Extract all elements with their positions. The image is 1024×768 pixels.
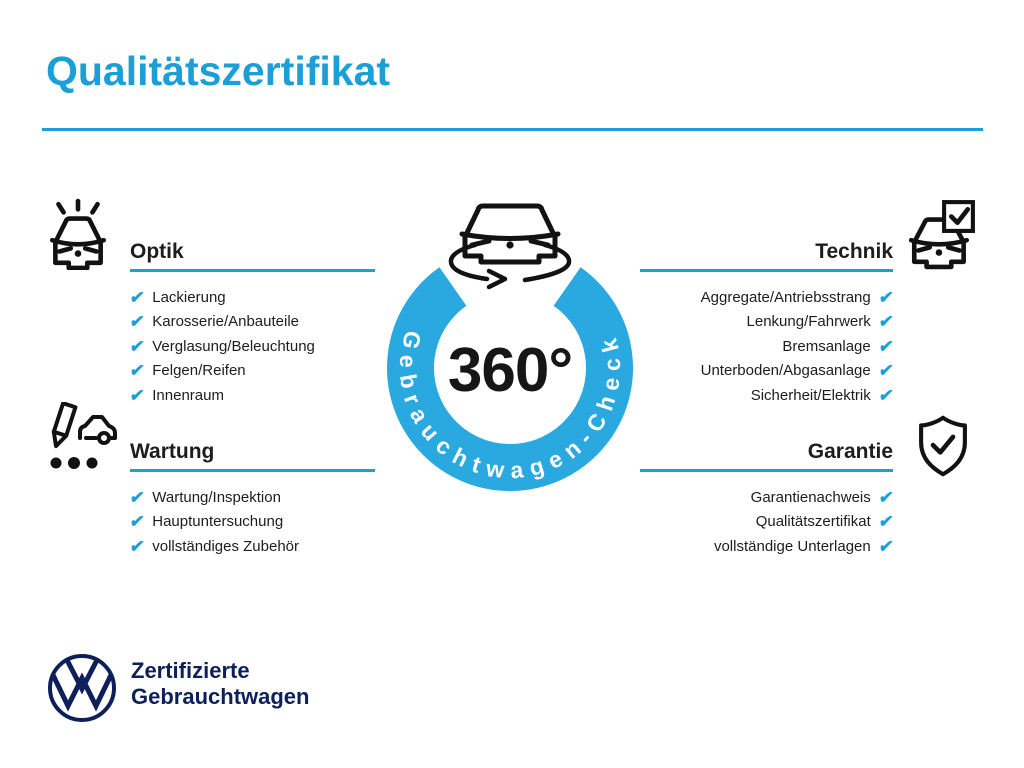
check-icon: ✔	[128, 287, 146, 307]
checklist-item	[640, 485, 893, 510]
checklist-item-label: Unterboden/Abgasanlage	[700, 362, 871, 380]
badge-value: 360°	[447, 336, 573, 405]
checklist-item	[640, 285, 893, 310]
checklist-item	[130, 510, 375, 535]
check-icon: ✔	[877, 385, 895, 405]
section-garantie	[640, 438, 893, 559]
vw-wordmark-line1: Zertifizierte	[131, 658, 250, 683]
checklist-item-label: Lackierung	[152, 288, 226, 306]
page-title: Qualitätszertifikat	[46, 48, 391, 94]
checklist-item	[130, 359, 375, 384]
vw-wordmark	[131, 658, 309, 710]
checklist-item	[640, 534, 893, 559]
check-icon: ✔	[128, 361, 146, 381]
shield-check-icon	[912, 412, 974, 480]
section-garantie-list	[640, 485, 893, 559]
check-icon: ✔	[128, 512, 146, 532]
section-technik-title: Technik	[815, 240, 893, 263]
checklist-item-label: Verglasung/Beleuchtung	[152, 337, 315, 355]
car-pencil-checklist-icon	[36, 402, 120, 474]
checklist-item-label: Karosserie/Anbauteile	[152, 313, 300, 331]
checklist-item	[130, 485, 375, 510]
section-wartung-title: Wartung	[130, 440, 215, 463]
car-sparkle-icon	[42, 198, 114, 270]
checklist-item-label: Aggregate/Antriebsstrang	[700, 288, 871, 306]
section-optik	[130, 238, 375, 408]
checklist-item	[130, 285, 375, 310]
checklist-item-label: Wartung/Inspektion	[152, 488, 281, 506]
checklist-item	[640, 310, 893, 335]
checklist-item	[640, 334, 893, 359]
checklist-item-label: Lenkung/Fahrwerk	[746, 313, 871, 331]
check-icon: ✔	[128, 336, 146, 356]
checklist-item-label: Garantienachweis	[750, 488, 871, 506]
check-icon: ✔	[877, 361, 895, 381]
section-garantie-title: Garantie	[807, 440, 893, 463]
check-icon: ✔	[877, 536, 895, 556]
section-wartung-divider	[130, 469, 375, 472]
checklist-item	[640, 383, 893, 408]
checklist-item	[640, 359, 893, 384]
checklist-item	[640, 510, 893, 535]
section-optik-list	[130, 285, 375, 408]
check-icon: ✔	[128, 385, 146, 405]
section-technik	[640, 238, 893, 408]
checklist-item-label: vollständiges Zubehör	[152, 537, 300, 555]
checklist-item-label: Hauptuntersuchung	[152, 513, 284, 531]
check-icon: ✔	[877, 287, 895, 307]
checklist-item-label: Innenraum	[152, 386, 224, 404]
section-garantie-divider	[640, 469, 893, 472]
checklist-item-label: Qualitätszertifikat	[755, 513, 871, 531]
check-icon: ✔	[128, 312, 146, 332]
vw-logo	[46, 652, 118, 724]
checklist-item	[130, 383, 375, 408]
check-icon: ✔	[877, 336, 895, 356]
vw-wordmark-line2: Gebrauchtwagen	[131, 684, 310, 709]
checklist-item-label: Sicherheit/Elektrik	[750, 386, 871, 404]
checklist-item-label: Bremsanlage	[782, 337, 871, 355]
check-icon: ✔	[877, 487, 895, 507]
check-icon: ✔	[877, 312, 895, 332]
checklist-item-label: Felgen/Reifen	[152, 362, 246, 380]
car-checkbox-icon	[905, 198, 977, 270]
checklist-item	[130, 310, 375, 335]
header-divider	[42, 128, 983, 131]
car-360-rotation-icon	[451, 206, 569, 287]
section-wartung-list	[130, 485, 375, 559]
section-optik-title: Optik	[130, 240, 184, 263]
checklist-item	[130, 534, 375, 559]
check-icon: ✔	[128, 536, 146, 556]
section-technik-divider	[640, 269, 893, 272]
checklist-item-label: vollständige Unterlagen	[713, 537, 871, 555]
section-optik-divider	[130, 269, 375, 272]
section-technik-list	[640, 285, 893, 408]
check-icon: ✔	[877, 512, 895, 532]
check-icon: ✔	[128, 487, 146, 507]
ring-label: Gebrauchtwagen-Check	[394, 328, 626, 484]
checklist-item	[130, 334, 375, 359]
section-wartung	[130, 438, 375, 559]
